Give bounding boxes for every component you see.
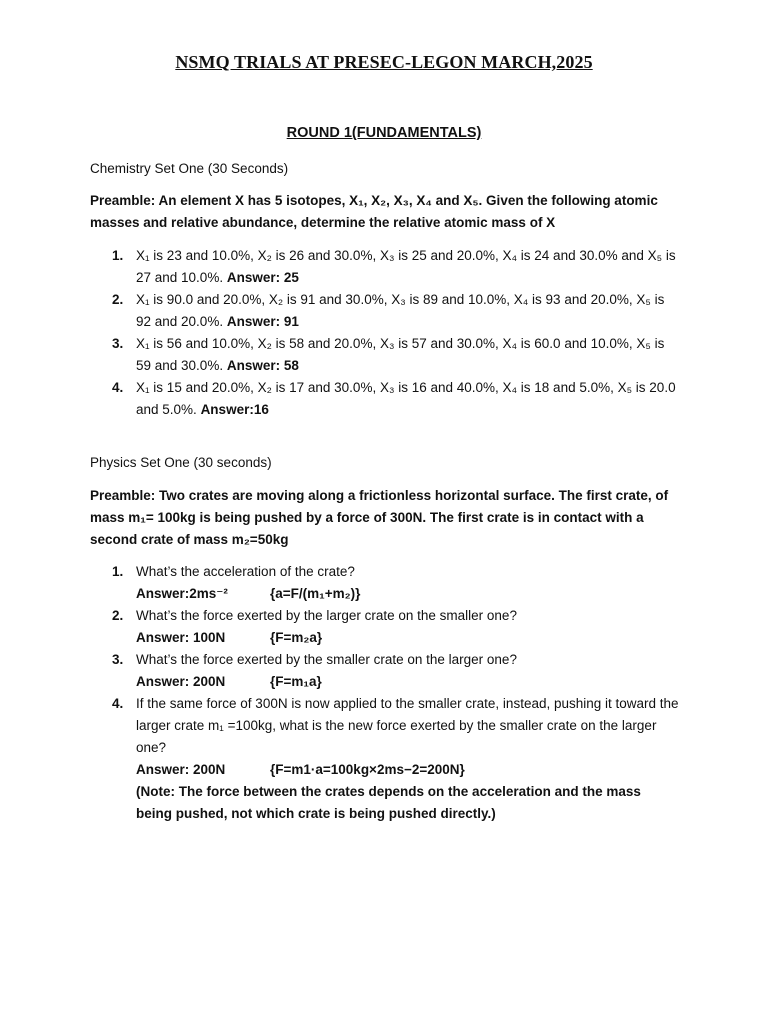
question-answer: Answer:2ms⁻² [136,586,228,601]
physics-heading-text: Physics Set One (30 seconds) [90,455,272,470]
question-number: 4. [112,380,124,395]
chemistry-question-list [90,245,680,421]
chemistry-heading-text: Chemistry Set One (30 Seconds) [90,161,289,176]
question-text: X₁ is 15 and 20.0%, X₂ is 17 and 30.0%, X₃ is 16 and 40.0%, X₄ is 18 and 5.0%, X₅ is 20.0 and 5.0%. [136,380,676,417]
answer-formula: {F=m1·a=100kg×2ms−2=200N} [270,762,465,777]
answer-formula: {F=m₁a} [270,674,322,689]
answer-line [136,759,680,781]
chemistry-question-4 [90,377,680,421]
physics-question-2 [90,605,680,649]
question-answer: Answer: 200N [136,674,226,689]
physics-question-4 [90,693,680,825]
answer-line [136,583,680,605]
question-number: 2. [112,608,124,623]
chemistry-preamble: Preamble: An element X has 5 isotopes, X₁, X₂, X₃, X₄ and X₅. Given the following atomic masses and relative abundance, determine the relative atomic mass of X [90,193,658,230]
question-answer: Answer: 100N [136,630,226,645]
physics-question-3 [90,649,680,693]
chemistry-question-1 [90,245,680,289]
question-answer: Answer: 200N [136,762,226,777]
question-number: 3. [112,336,124,351]
chemistry-question-3 [90,333,680,377]
answer-note: (Note: The force between the crates depends on the acceleration and the mass being pushed, not which crate is being pushed directly.) [136,784,641,821]
round-title: ROUND 1(FUNDAMENTALS) [286,125,482,141]
question-answer: Answer:16 [200,402,269,417]
answer-formula: {F=m₂a} [270,630,323,645]
physics-question-list [90,561,680,825]
chemistry-question-2 [90,289,680,333]
question-text: If the same force of 300N is now applied to the smaller crate, instead, pushing it toward the larger crate m₁ =100kg, what is the new force exerted by the smaller crate on the larger one? [136,696,679,755]
answer-line [136,671,680,693]
answer-line [136,627,680,649]
physics-question-1 [90,561,680,605]
chemistry-heading [90,158,680,180]
question-text: X₁ is 23 and 10.0%, X₂ is 26 and 30.0%, X₃ is 25 and 20.0%, X₄ is 24 and 30.0% and X₅ is 27 and 10.0%. [136,248,676,285]
physics-heading [90,452,680,474]
question-number: 1. [112,564,124,579]
question-answer: Answer: 91 [226,314,299,329]
question-number: 1. [112,248,124,263]
question-answer: Answer: 25 [226,270,299,285]
question-text: What’s the acceleration of the crate? [136,564,355,579]
question-number: 3. [112,652,124,667]
question-answer: Answer: 58 [226,358,299,373]
physics-preamble: Preamble: Two crates are moving along a frictionless horizontal surface. The first crate, of mass m₁= 100kg is being pushed by a force of 300N. The first crate is in contact with a second crate of mass m₂=50kg [90,488,669,547]
question-number: 4. [112,696,124,711]
document-title: NSMQ TRIALS AT PRESEC-LEGON MARCH,2025 [175,52,593,72]
question-text: What’s the force exerted by the smaller crate on the larger one? [136,652,517,667]
question-number: 2. [112,292,124,307]
question-text: What’s the force exerted by the larger crate on the smaller one? [136,608,517,623]
question-text: X₁ is 90.0 and 20.0%, X₂ is 91 and 30.0%, X₃ is 89 and 10.0%, X₄ is 93 and 20.0%, X₅ is 92 and 20.0%. [136,292,665,329]
answer-formula: {a=F/(m₁+m₂)} [270,586,361,601]
question-text: X₁ is 56 and 10.0%, X₂ is 58 and 20.0%, X₃ is 57 and 30.0%, X₄ is 60.0 and 10.0%, X₅ is 59 and 30.0%. [136,336,665,373]
